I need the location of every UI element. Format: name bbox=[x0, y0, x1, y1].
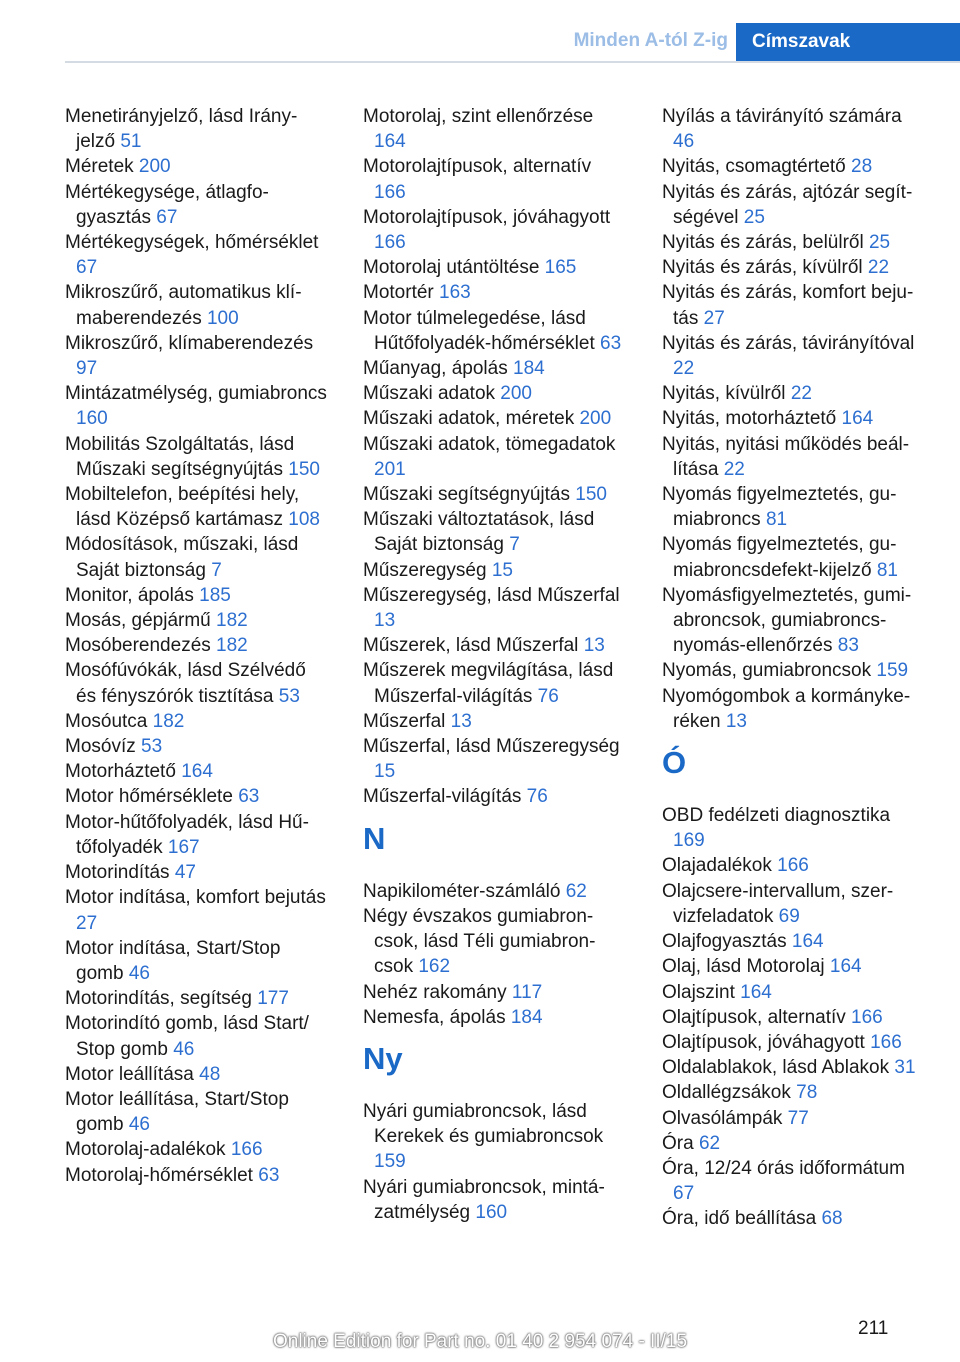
index-entry bbox=[363, 734, 628, 784]
index-page-link[interactable]: 13 bbox=[583, 635, 605, 657]
index-page-link[interactable]: 63 bbox=[238, 786, 260, 808]
index-entry-text: Olaj, lásd Motorolaj bbox=[662, 956, 825, 978]
index-entry bbox=[662, 1156, 927, 1206]
index-page-link[interactable]: 177 bbox=[257, 988, 289, 1010]
index-page-link[interactable]: 117 bbox=[511, 981, 543, 1003]
index-entry bbox=[662, 104, 927, 154]
index-entry-text: Mikroszűrő, klímaberendezés bbox=[65, 332, 314, 354]
index-column-1 bbox=[65, 104, 330, 1188]
index-entry bbox=[65, 860, 330, 885]
index-page-link[interactable]: 77 bbox=[787, 1107, 809, 1129]
index-page-link[interactable]: 166 bbox=[230, 1139, 263, 1161]
index-entry bbox=[662, 583, 927, 659]
index-entry-text: Mértékegysége, átlagfogyasztás bbox=[65, 181, 269, 228]
index-entry bbox=[65, 784, 330, 809]
index-entry bbox=[363, 709, 628, 734]
index-entry bbox=[662, 1206, 927, 1231]
index-page-link[interactable]: 166 bbox=[851, 1006, 883, 1028]
index-page-link[interactable]: 185 bbox=[199, 584, 231, 606]
index-entry-text: Műszaki adatok bbox=[363, 383, 496, 405]
index-letter-heading: Ny bbox=[363, 1040, 403, 1076]
index-entry bbox=[662, 482, 927, 532]
index-entry bbox=[363, 784, 628, 809]
index-entry bbox=[363, 558, 628, 583]
index-entry-text: Motorolaj-hőmérséklet bbox=[65, 1164, 253, 1186]
index-entry bbox=[65, 381, 330, 431]
index-page-link[interactable]: 63 bbox=[600, 332, 622, 354]
index-entry-text: Nyitás, csomagtértető bbox=[662, 156, 846, 178]
index-page-link[interactable]: 184 bbox=[510, 1006, 543, 1028]
index-entry-text: Olajszint bbox=[662, 981, 735, 1003]
index-page-link[interactable]: 201 bbox=[374, 458, 406, 480]
index-page-link[interactable]: 83 bbox=[837, 635, 859, 657]
index-page-link[interactable]: 166 bbox=[374, 232, 406, 254]
index-page-link[interactable]: 67 bbox=[673, 1183, 695, 1205]
index-entry-text: Olvasólámpák bbox=[662, 1107, 783, 1129]
index-entry-text: Műszaki változtatások, lásd Saját biztonság bbox=[363, 509, 595, 556]
index-page-link[interactable]: 46 bbox=[128, 1114, 150, 1136]
header-divider bbox=[65, 61, 960, 63]
index-page-link[interactable]: 160 bbox=[76, 408, 108, 430]
index-entry-text: Műszaki segítségnyújtás bbox=[363, 484, 570, 506]
index-entry-text: Nyitás és zárás, komfort bejutás bbox=[662, 282, 914, 329]
index-page-link[interactable]: 27 bbox=[703, 307, 725, 329]
footer-watermark: Online Edition for Part no. 01 40 2 954 074 - II/15 bbox=[272, 1331, 688, 1352]
index-entry bbox=[363, 432, 628, 482]
index-entry-text: Motorindító gomb, lásd Start/ Stop gomb bbox=[65, 1013, 309, 1060]
index-entry bbox=[65, 482, 330, 532]
index-entry-text: Négy évszakos gumiabroncsok, lásd Téli gumiabroncsok bbox=[363, 905, 596, 978]
index-entry bbox=[363, 980, 628, 1005]
index-entry bbox=[65, 104, 330, 154]
index-entry-text: Nyitás és zárás, ajtózár segítségével bbox=[662, 181, 913, 228]
section-title: Minden A-tól Z-ig bbox=[573, 30, 728, 51]
index-entry bbox=[65, 230, 330, 280]
index-page-link[interactable]: 164 bbox=[740, 981, 772, 1003]
index-entry-text: Mosóvíz bbox=[65, 736, 136, 758]
index-entry-text: Motor leállítása bbox=[65, 1063, 194, 1085]
index-page-link[interactable]: 166 bbox=[870, 1031, 902, 1053]
index-page-link[interactable]: 97 bbox=[76, 358, 98, 380]
index-entry bbox=[65, 1011, 330, 1061]
index-entry bbox=[662, 255, 927, 280]
index-entry bbox=[65, 331, 330, 381]
index-entry bbox=[662, 954, 927, 979]
index-entry-text: Olajtípusok, alternatív bbox=[662, 1006, 846, 1028]
index-entry bbox=[65, 583, 330, 608]
index-entry-text: Motor leállítása, Start/Stop gomb bbox=[65, 1088, 289, 1136]
index-entry-text: Motor hőmérséklete bbox=[65, 786, 233, 808]
index-entry bbox=[65, 154, 330, 179]
index-entry-text: Mobilitás Szolgáltatás, lásd Műszaki segítségnyújtás bbox=[65, 433, 295, 480]
index-entry-text: Nyomás figyelmeztetés, gumiabroncsdefekt-kijelző bbox=[662, 534, 897, 581]
index-entry-text: Műszerfal, lásd Műszeregység bbox=[363, 736, 620, 758]
index-page-link[interactable]: 31 bbox=[894, 1057, 916, 1079]
index-entry-text: Óra bbox=[662, 1132, 694, 1154]
index-entry bbox=[662, 406, 927, 431]
index-page-link[interactable]: 164 bbox=[841, 408, 874, 430]
index-entry bbox=[65, 658, 330, 708]
index-entry bbox=[363, 633, 628, 658]
index-entry-text: Motor-hűtőfolyadék, lásd Hűtőfolyadék bbox=[65, 811, 309, 858]
index-entry-text: Motorháztető bbox=[65, 761, 176, 783]
index-page-link[interactable]: 169 bbox=[673, 830, 705, 852]
index-entry-text: Nyomás figyelmeztetés, gumiabroncs bbox=[662, 484, 897, 531]
index-entry-text: Műszerek megvilágítása, lásd Műszerfal-világítás bbox=[363, 660, 614, 707]
index-page-link[interactable]: 184 bbox=[513, 358, 545, 380]
index-page-link[interactable]: 159 bbox=[374, 1151, 406, 1173]
index-page-link[interactable]: 25 bbox=[743, 206, 765, 228]
index-page-link[interactable]: 27 bbox=[76, 912, 98, 934]
index-page-link[interactable]: 81 bbox=[765, 509, 788, 531]
index-entry bbox=[363, 306, 628, 356]
index-page-link[interactable]: 164 bbox=[829, 956, 862, 978]
index-entry-text: Műszerfal-világítás bbox=[363, 786, 522, 808]
index-letter-heading: N bbox=[363, 820, 386, 856]
index-page-link[interactable]: 150 bbox=[575, 484, 607, 506]
index-entry bbox=[65, 608, 330, 633]
index-entry-text: Mosófúvókák, lásd Szélvédő és fényszórók tisztítása bbox=[65, 660, 306, 707]
index-entry-text: Olajadalékok bbox=[662, 855, 772, 877]
index-page-link[interactable]: 25 bbox=[868, 232, 891, 254]
index-page-link[interactable]: 7 bbox=[211, 559, 222, 581]
index-entry-text: Olajtípusok, jóváhagyott bbox=[662, 1031, 865, 1053]
index-page-link[interactable]: 200 bbox=[579, 408, 612, 430]
index-entry bbox=[65, 1137, 330, 1162]
index-page-link[interactable]: 200 bbox=[500, 383, 532, 405]
chapter-tab: Címszavak bbox=[736, 23, 960, 61]
index-entry bbox=[363, 104, 628, 154]
index-entry bbox=[363, 1005, 628, 1030]
index-page-link[interactable]: 22 bbox=[867, 257, 890, 279]
index-entry bbox=[65, 734, 330, 759]
index-page-link[interactable]: 13 bbox=[725, 710, 747, 732]
index-entry bbox=[662, 154, 927, 179]
index-column-3 bbox=[662, 104, 927, 1232]
index-page-link[interactable]: 67 bbox=[76, 257, 98, 279]
index-entry-text: Nemesfa, ápolás bbox=[363, 1006, 506, 1028]
index-page-link[interactable]: 62 bbox=[565, 880, 587, 902]
index-entry-text: Mosóutca bbox=[65, 710, 148, 732]
index-entry bbox=[662, 180, 927, 230]
index-entry bbox=[662, 684, 927, 734]
index-entry bbox=[363, 205, 628, 255]
index-page-link[interactable]: 166 bbox=[777, 855, 809, 877]
index-entry-text: Motor indítása, Start/Stop gomb bbox=[65, 937, 281, 984]
index-entry-text: Nyitás, motorháztető bbox=[662, 408, 837, 430]
index-entry bbox=[662, 280, 927, 330]
index-entry-text: Nyomógombok a kormánykeréken bbox=[662, 685, 911, 732]
index-page-link[interactable]: 182 bbox=[216, 635, 248, 657]
index-entry bbox=[662, 803, 927, 853]
index-entry-text: Motorolaj, szint ellenőrzése bbox=[363, 106, 594, 127]
index-entry-text: OBD fedélzeti diagnosztika bbox=[662, 805, 891, 827]
index-page-link[interactable]: 162 bbox=[418, 956, 451, 978]
index-page-link[interactable]: 22 bbox=[790, 383, 812, 405]
index-entry-text: Mintázatmélység, gumiabroncs bbox=[65, 383, 327, 405]
index-entry-text: Nyári gumiabroncsok, mintázatmélység bbox=[363, 1176, 605, 1223]
index-entry bbox=[363, 381, 628, 406]
index-entry-text: Módosítások, műszaki, lásd Saját biztonság bbox=[65, 534, 299, 581]
index-entry-text: Mosóberendezés bbox=[65, 635, 211, 657]
index-entry bbox=[65, 936, 330, 986]
index-page-link[interactable]: 53 bbox=[141, 736, 163, 758]
index-entry-text: Óra, idő beállítása bbox=[662, 1208, 817, 1230]
index-entry bbox=[662, 929, 927, 954]
index-page-link[interactable]: 182 bbox=[216, 610, 248, 632]
index-page-link[interactable]: 81 bbox=[876, 559, 898, 581]
index-entry bbox=[662, 1131, 927, 1156]
index-entry-text: Mosás, gépjármű bbox=[65, 610, 211, 632]
index-entry bbox=[65, 1163, 330, 1188]
index-page-link[interactable]: 13 bbox=[374, 610, 396, 632]
index-page-link[interactable]: 166 bbox=[374, 181, 406, 203]
index-column-2 bbox=[363, 104, 628, 1225]
index-entry bbox=[65, 885, 330, 935]
index-entry bbox=[662, 230, 927, 255]
index-page-link[interactable]: 163 bbox=[439, 282, 471, 304]
index-page-link[interactable]: 78 bbox=[796, 1082, 818, 1104]
index-page-link[interactable]: 51 bbox=[120, 131, 142, 153]
index-entry-text: Napikilométer-számláló bbox=[363, 880, 561, 902]
index-page-link[interactable]: 15 bbox=[491, 559, 513, 581]
index-entry bbox=[662, 658, 927, 683]
index-entry-text: Oldalablakok, lásd Ablakok bbox=[662, 1057, 890, 1079]
index-entry bbox=[662, 853, 927, 878]
index-entry bbox=[662, 432, 927, 482]
index-entry bbox=[363, 154, 628, 204]
index-entry bbox=[662, 1030, 927, 1055]
index-entry bbox=[65, 180, 330, 230]
index-entry bbox=[363, 356, 628, 381]
index-entry-text: Nyomásfigyelmeztetés, gumiabroncsok, gumiabroncsnyomás-ellenőrzés bbox=[662, 584, 912, 657]
index-page-link[interactable]: 46 bbox=[128, 962, 150, 984]
index-entry bbox=[662, 1106, 927, 1131]
index-entry-text: Nyomás, gumiabroncsok bbox=[662, 660, 872, 682]
index-entry-text: Műszeregység bbox=[363, 559, 487, 581]
index-page-link[interactable]: 164 bbox=[791, 931, 824, 953]
index-entry bbox=[363, 583, 628, 633]
index-page-link[interactable]: 159 bbox=[876, 660, 909, 682]
index-page-link[interactable]: 160 bbox=[475, 1201, 508, 1223]
index-entry-text: Nyitás, nyitási működés beállítása bbox=[662, 433, 910, 480]
index-entry bbox=[363, 280, 628, 305]
index-page-link[interactable]: 150 bbox=[288, 458, 320, 480]
index-entry-text: Motorolajtípusok, alternatív bbox=[363, 156, 592, 178]
index-page-link[interactable]: 67 bbox=[156, 206, 178, 228]
index-entry bbox=[662, 1080, 927, 1105]
index-entry bbox=[363, 658, 628, 708]
index-page-link[interactable]: 53 bbox=[278, 685, 300, 707]
index-entry bbox=[662, 1055, 927, 1080]
index-entry-text: Nehéz rakomány bbox=[363, 981, 507, 1003]
index-page-link[interactable]: 63 bbox=[258, 1164, 280, 1186]
index-entry-text: Oldallégzsákok bbox=[662, 1082, 791, 1104]
index-entry-text: Méretek bbox=[65, 156, 134, 178]
index-entry bbox=[363, 904, 628, 980]
index-entry-text: Mértékegységek, hőmérséklet bbox=[65, 232, 319, 254]
index-entry bbox=[363, 406, 628, 431]
index-page-link[interactable]: 200 bbox=[138, 156, 171, 178]
index-page-link[interactable]: 167 bbox=[167, 836, 200, 858]
index-entry-text: Nyári gumiabroncsok, lásd Kerekek és gumiabroncsok bbox=[363, 1100, 604, 1148]
index-entry bbox=[363, 1175, 628, 1225]
index-entry-text: Műanyag, ápolás bbox=[363, 358, 508, 380]
index-entry-text: Nyitás és zárás, belülről bbox=[662, 232, 864, 254]
index-entry bbox=[662, 980, 927, 1005]
index-entry-text: Olajcsere-intervallum, szervizfeladatok bbox=[662, 880, 894, 927]
index-entry-text: Mikroszűrő, automatikus klímaberendezés bbox=[65, 282, 302, 329]
index-entry-text: Óra, 12/24 órás időformátum bbox=[662, 1157, 905, 1179]
index-entry bbox=[363, 507, 628, 557]
index-entry-text: Nyitás és zárás, távirányítóval bbox=[662, 332, 915, 354]
index-entry bbox=[65, 633, 330, 658]
index-entry bbox=[662, 1005, 927, 1030]
index-entry bbox=[65, 432, 330, 482]
index-entry bbox=[65, 532, 330, 582]
index-entry-text: Motor indítása, komfort bejutás bbox=[65, 887, 326, 909]
page-header bbox=[0, 0, 960, 62]
index-page-link[interactable]: 69 bbox=[778, 905, 800, 927]
index-page-link[interactable]: 76 bbox=[537, 685, 559, 707]
index-entry bbox=[662, 879, 927, 929]
index-entry bbox=[65, 759, 330, 784]
index-entry-text: Műszeregység, lásd Műszerfal bbox=[363, 584, 620, 606]
index-entry-text: Műszaki adatok, tömegadatok bbox=[363, 433, 616, 455]
index-page-link[interactable]: 100 bbox=[206, 307, 239, 329]
index-entry bbox=[65, 280, 330, 330]
index-page-link[interactable]: 62 bbox=[698, 1132, 721, 1154]
index-entry bbox=[65, 810, 330, 860]
page-number: 211 bbox=[858, 1318, 889, 1339]
index-page-link[interactable]: 76 bbox=[526, 786, 548, 808]
index-entry bbox=[363, 879, 628, 904]
index-entry bbox=[363, 1099, 628, 1175]
index-entry bbox=[65, 986, 330, 1011]
index-page-link[interactable]: 13 bbox=[450, 710, 472, 732]
index-page-link[interactable]: 68 bbox=[821, 1208, 843, 1230]
index-page-link[interactable]: 28 bbox=[851, 156, 873, 178]
index-entry-text: Menetirányjelző, lásd Irányjelző bbox=[65, 106, 298, 153]
index-entry-text: Műszerfal bbox=[363, 710, 446, 732]
index-entry-text: Nyílás a távirányító számára bbox=[662, 106, 902, 127]
index-page-link[interactable]: 164 bbox=[374, 131, 406, 153]
index-page-link[interactable]: 164 bbox=[181, 761, 213, 783]
index-entry-text: Motortér bbox=[363, 282, 434, 304]
index-page-link[interactable]: 46 bbox=[173, 1038, 195, 1060]
index-entry-text: Motorolaj-adalékok bbox=[65, 1139, 226, 1161]
index-page-link[interactable]: 182 bbox=[152, 710, 185, 732]
index-letter-heading: Ó bbox=[662, 745, 687, 781]
index-entry-text: Motorindítás, segítség bbox=[65, 988, 252, 1010]
index-entry-text: Műszerek, lásd Műszerfal bbox=[363, 635, 579, 657]
index-entry-text: Műszaki adatok, méretek bbox=[363, 408, 575, 430]
index-entry bbox=[662, 532, 927, 582]
index-entry-text: Mobiltelefon, beépítési hely, lásd Középső kartámasz bbox=[65, 484, 300, 531]
index-page-link[interactable]: 46 bbox=[673, 131, 695, 153]
index-entry-text: Motorolaj utántöltése bbox=[363, 257, 540, 279]
index-page-link[interactable]: 165 bbox=[544, 257, 577, 279]
index-entry bbox=[65, 1087, 330, 1137]
index-page-link[interactable]: 7 bbox=[509, 534, 520, 556]
index-page-link[interactable]: 48 bbox=[199, 1063, 221, 1085]
index-entry bbox=[65, 709, 330, 734]
index-page-link[interactable]: 47 bbox=[174, 862, 196, 884]
index-page-link[interactable]: 22 bbox=[673, 358, 695, 380]
index-page-link[interactable]: 15 bbox=[374, 761, 396, 783]
index-entry bbox=[363, 482, 628, 507]
index-page-link[interactable]: 108 bbox=[288, 509, 320, 531]
index-page-link[interactable]: 22 bbox=[723, 458, 745, 480]
index-entry-text: Monitor, ápolás bbox=[65, 584, 194, 606]
index-entry bbox=[65, 1062, 330, 1087]
index-entry-text: Olajfogyasztás bbox=[662, 931, 787, 953]
index-entry-text: Motor túlmelegedése, lásd Hűtőfolyadék-hőmérséklet bbox=[363, 307, 595, 354]
index-entry-text: Nyitás, kívülről bbox=[662, 383, 786, 405]
index-entry-text: Nyitás és zárás, kívülről bbox=[662, 257, 863, 279]
index-entry bbox=[363, 255, 628, 280]
index-entry-text: Motorindítás bbox=[65, 862, 170, 884]
index-entry-text: Motorolajtípusok, jóváhagyott bbox=[363, 206, 611, 228]
index-entry bbox=[662, 331, 927, 381]
index-entry bbox=[662, 381, 927, 406]
